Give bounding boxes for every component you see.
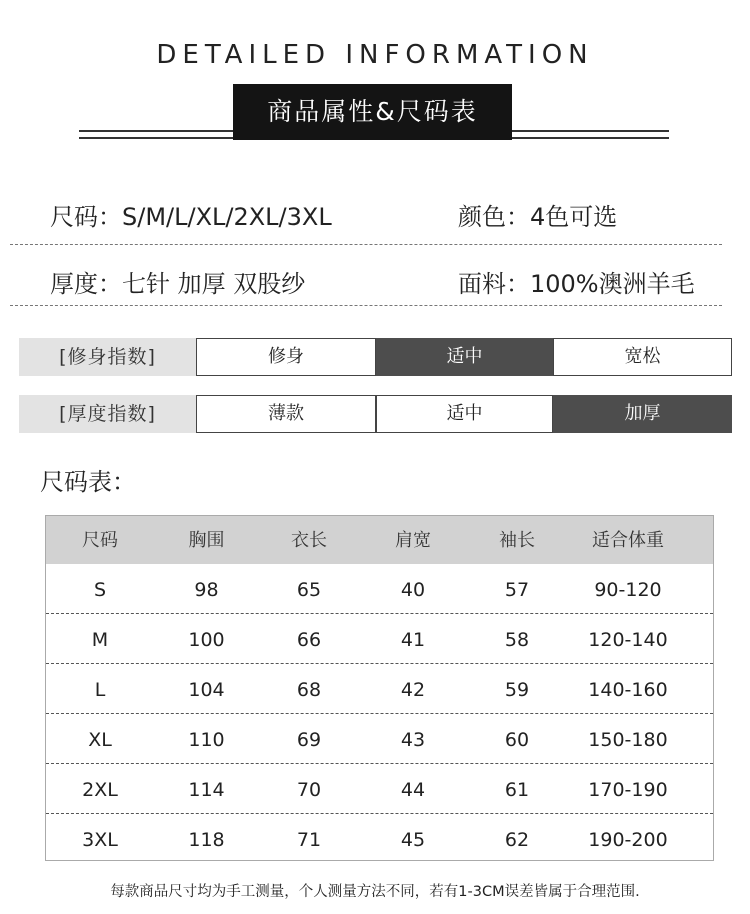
header-line-left-1 <box>79 130 233 132</box>
table-cell: 61 <box>504 779 530 801</box>
table-cell-size: S <box>93 579 107 601</box>
size-chart-heading: 尺码表： <box>40 468 136 496</box>
table-cell-size: XL <box>88 729 112 751</box>
table-cell: 68 <box>296 679 322 701</box>
table-cell: 190-200 <box>588 829 668 851</box>
fit-option-slim: 修身 <box>196 338 376 376</box>
column-header: 衣长 <box>291 530 327 551</box>
table-cell: 65 <box>296 579 322 601</box>
table-cell: 90-120 <box>594 579 662 601</box>
fit-option-regular: 适中 <box>376 338 553 376</box>
table-cell: 70 <box>296 779 322 801</box>
fit-option-loose: 宽松 <box>553 338 732 376</box>
table-cell: 69 <box>296 729 322 751</box>
column-header: 胸围 <box>188 530 225 551</box>
size-chart-table <box>45 515 714 861</box>
table-cell: 140-160 <box>588 679 668 701</box>
header-line-right-1 <box>512 130 669 132</box>
table-cell: 45 <box>400 829 426 851</box>
divider <box>10 305 722 306</box>
table-cell: 44 <box>400 779 426 801</box>
table-header <box>46 516 713 564</box>
table-cell: 62 <box>504 829 530 851</box>
column-header: 肩宽 <box>395 530 431 551</box>
thickness-option-thin: 薄款 <box>196 395 376 433</box>
table-cell-size: M <box>91 629 109 651</box>
table-cell-size: 2XL <box>82 779 118 801</box>
table-cell: 104 <box>188 679 225 701</box>
table-cell: 40 <box>400 579 426 601</box>
header-line-right-2 <box>512 137 669 139</box>
table-cell: 60 <box>504 729 530 751</box>
column-header: 尺码 <box>82 530 118 551</box>
attr-color: 颜色：4色可选 <box>458 203 618 231</box>
header-line-left-2 <box>79 137 233 139</box>
attr-fabric: 面料：100%澳洲羊毛 <box>458 270 695 298</box>
column-header: 袖长 <box>499 530 535 551</box>
table-cell: 98 <box>194 579 219 601</box>
table-cell: 57 <box>504 579 530 601</box>
table-cell: 114 <box>188 779 225 801</box>
thickness-option-medium: 适中 <box>376 395 553 433</box>
table-cell: 41 <box>400 629 426 651</box>
table-cell: 120-140 <box>588 629 668 651</box>
table-cell: 66 <box>296 629 322 651</box>
table-cell: 71 <box>296 829 322 851</box>
fit-index-label: [修身指数] <box>19 338 196 376</box>
table-cell: 58 <box>504 629 530 651</box>
table-cell: 43 <box>400 729 426 751</box>
header-subtitle-box: 商品属性&尺码表 <box>233 84 512 140</box>
footnote: 每款商品尺寸均为手工测量，个人测量方法不同，若有1-3CM误差皆属于合理范围. <box>110 884 640 900</box>
table-cell: 150-180 <box>588 729 668 751</box>
attr-thickness: 厚度：七针 加厚 双股纱 <box>50 270 306 298</box>
divider <box>10 244 722 245</box>
table-cell-size: L <box>94 679 106 701</box>
thickness-index-label: [厚度指数] <box>19 395 196 433</box>
table-cell: 170-190 <box>588 779 668 801</box>
header-title: DETAILED INFORMATION <box>156 40 594 70</box>
table-cell: 42 <box>400 679 426 701</box>
table-cell: 118 <box>188 829 225 851</box>
attr-size: 尺码：S/M/L/XL/2XL/3XL <box>50 203 332 231</box>
table-cell: 100 <box>188 629 225 651</box>
column-header: 适合体重 <box>592 530 664 551</box>
table-cell: 59 <box>504 679 530 701</box>
table-cell-size: 3XL <box>82 829 118 851</box>
table-cell: 110 <box>188 729 225 751</box>
thickness-option-thick: 加厚 <box>553 395 732 433</box>
